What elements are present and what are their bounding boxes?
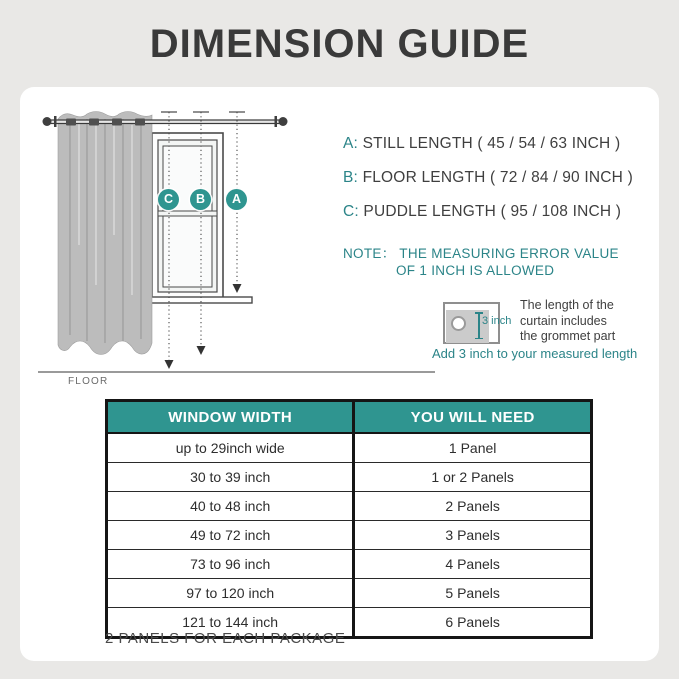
- length-line-a: [343, 135, 620, 153]
- floor-label: FLOOR: [68, 376, 109, 387]
- table-row: [107, 433, 592, 463]
- table-row: [107, 550, 592, 579]
- table-cell: 30 to 39 inch: [107, 463, 354, 492]
- table-cell: 1 or 2 Panels: [354, 463, 592, 492]
- table-cell: 1 Panel: [354, 433, 592, 463]
- table-header-row: [107, 401, 592, 434]
- length-text-b: FLOOR LENGTH ( 72 / 84 / 90 INCH ): [362, 169, 633, 186]
- table-cell: 121 to 144 inch: [107, 608, 354, 638]
- table-row: [107, 463, 592, 492]
- table-row: [107, 521, 592, 550]
- panel-size-table: [105, 399, 593, 639]
- table-cell: 6 Panels: [354, 608, 592, 638]
- page-title: DIMENSION GUIDE: [149, 22, 530, 66]
- note-line-2: OF 1 INCH IS ALLOWED: [396, 263, 555, 278]
- grommet-tip: Add 3 inch to your measured length: [432, 346, 638, 361]
- curtain-illustration-icon: [58, 112, 152, 355]
- length-line-c: [343, 203, 621, 221]
- length-key-a: A:: [343, 135, 359, 152]
- table-row: [107, 492, 592, 521]
- grommet-ring-icon: [451, 316, 466, 331]
- grommet-desc-line-2: curtain includes: [520, 313, 607, 328]
- table-header-window-width: WINDOW WIDTH: [107, 401, 354, 434]
- content-card: [20, 87, 659, 661]
- table-header-you-will-need: YOU WILL NEED: [354, 401, 592, 434]
- table-row: [107, 579, 592, 608]
- length-badge-b: B: [190, 189, 211, 210]
- table-cell: 40 to 48 inch: [107, 492, 354, 521]
- table-cell: 49 to 72 inch: [107, 521, 354, 550]
- table-cell: 2 Panels: [354, 492, 592, 521]
- length-text-a: STILL LENGTH ( 45 / 54 / 63 INCH ): [362, 135, 621, 152]
- table-cell: up to 29inch wide: [107, 433, 354, 463]
- length-badge-c: C: [158, 189, 179, 210]
- panel-size-table-body: [107, 433, 592, 638]
- length-text-c: PUDDLE LENGTH ( 95 / 108 INCH ): [363, 203, 622, 220]
- grommet-measure-label: 3 inch: [482, 315, 512, 327]
- table-cell: 4 Panels: [354, 550, 592, 579]
- grommet-desc-line-3: the grommet part: [520, 329, 616, 343]
- length-line-b: [343, 169, 633, 187]
- curtain-window-diagram-icon: [30, 95, 350, 387]
- package-note: 2 PANELS FOR EACH PACKAGE: [105, 630, 346, 647]
- table-cell: 5 Panels: [354, 579, 592, 608]
- grommet-desc-line-1: The length of the: [520, 298, 614, 312]
- table-cell: 73 to 96 inch: [107, 550, 354, 579]
- length-key-c: C:: [343, 203, 359, 220]
- note-line-1: NOTE： THE MEASURING ERROR VALUE: [343, 246, 619, 261]
- length-badge-a: A: [226, 189, 247, 210]
- grommet-description: [520, 298, 615, 345]
- length-key-b: B:: [343, 169, 359, 186]
- table-cell: 97 to 120 inch: [107, 579, 354, 608]
- table-cell: 3 Panels: [354, 521, 592, 550]
- floor-line: [38, 371, 435, 373]
